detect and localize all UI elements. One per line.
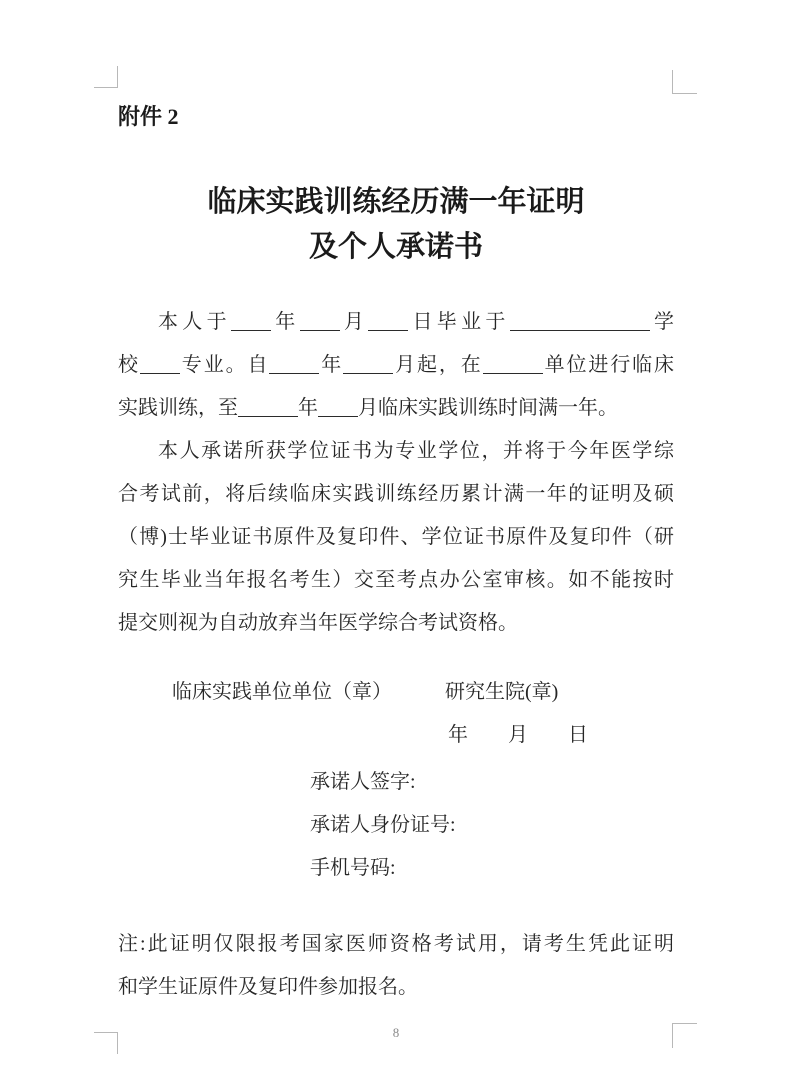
note-text [118, 923, 674, 1009]
doc-line: 实践训练，至 年 月临床实践训练时间满一年。 [118, 397, 618, 419]
blank-field [300, 316, 340, 331]
doc-line: 承诺人身份证号: [310, 814, 456, 836]
date-line: 年 月 日 [448, 724, 588, 746]
doc-line: 合考试前，将后续临床实践训练经历累计满一年的证明及硕 [118, 483, 674, 505]
crop-mark-bottom-right [672, 1023, 697, 1048]
page-number: 8 [392, 1025, 400, 1040]
doc-line: 本人承诺所获学位证书为专业学位，并将于今年医学综 [158, 440, 674, 462]
document-content [118, 0, 674, 1041]
document-title-line1: 临床实践训练经历满一年证明 [207, 186, 585, 218]
signer-fields [118, 761, 674, 890]
blank-field [343, 359, 393, 374]
blank-field [231, 316, 271, 331]
blank-field [318, 402, 358, 417]
doc-line: 本人于 年 月 日毕业于 学 [158, 311, 675, 333]
document-title-line2: 及个人承诺书 [308, 231, 483, 263]
crop-mark-top-right [672, 70, 697, 94]
graduate-school-stamp-label: 研究生院(章) [445, 681, 559, 703]
blank-field [269, 359, 319, 374]
doc-line: 校 专业。自 年 月起，在 单位进行临床 [118, 354, 675, 376]
crop-mark-top-left [94, 66, 118, 88]
blank-field [238, 402, 298, 417]
crop-mark-bottom-left [94, 1032, 118, 1054]
paragraph-commitment [118, 430, 674, 645]
document-title [118, 180, 674, 270]
clinical-unit-stamp-label: 临床实践单位单位（章） [172, 681, 392, 703]
doc-line: 提交则视为自动放弃当年医学综合考试资格。 [118, 612, 518, 634]
doc-line: 承诺人签字: [310, 771, 416, 793]
doc-line: 究生毕业当年报名考生）交至考点办公室审核。如不能按时 [118, 569, 674, 591]
doc-line: 注:此证明仅限报考国家医师资格考试用，请考生凭此证明 [118, 933, 674, 955]
blank-field [510, 316, 650, 331]
attachment-label: 附件 2 [118, 104, 179, 129]
doc-line: （博)士毕业证书原件及复印件、学位证书原件及复印件（研 [118, 526, 674, 548]
paragraph-graduation-info [118, 301, 674, 430]
stamp-row [118, 671, 674, 714]
blank-field [483, 359, 543, 374]
blank-field [368, 316, 408, 331]
doc-line: 和学生证原件及复印件参加报名。 [118, 976, 418, 998]
doc-line: 手机号码: [310, 857, 396, 879]
blank-field [140, 359, 180, 374]
